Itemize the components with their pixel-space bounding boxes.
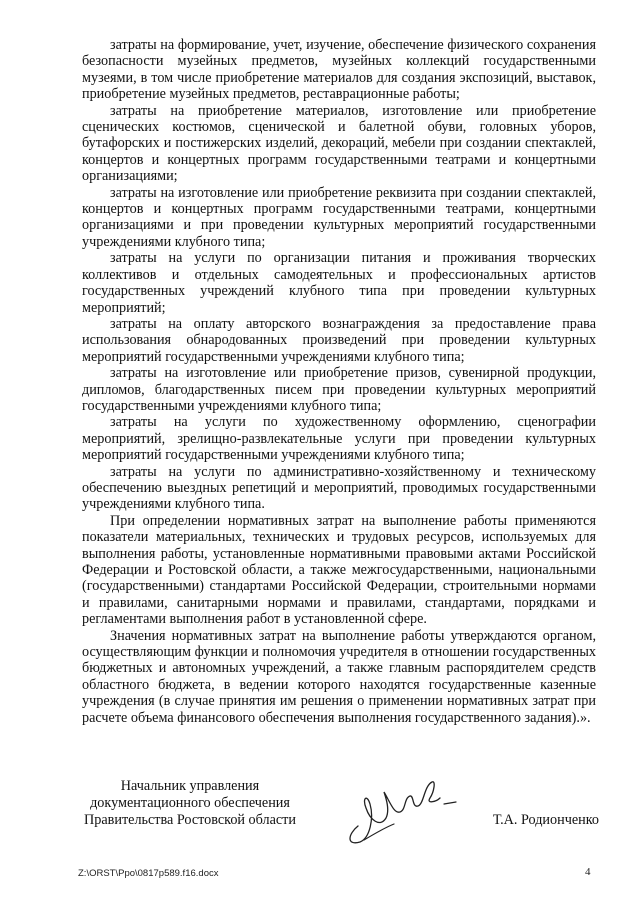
paragraph: затраты на приобретение материалов, изготовление или приобретение сценических костюмов, сценической и балетной обуви, головных уборов, бутафорских и постижерских изделий, декораций, мебели при создании спектаклей, концертов и концертных программ государственными театрами и концертными организациями; — [82, 102, 596, 185]
paragraph: затраты на формирование, учет, изучение, обеспечение физического сохранения безопасности музейных предметов, музейных коллекций государственными музеями, в том числе приобретение материалов для создания экспозиций, выставок, приобретение музейных предметов, реставрационные работы; — [82, 37, 596, 103]
paragraph: затраты на услуги по художественному оформлению, сценографии мероприятий, зрелищно-развлекательные услуги при проведении культурных мероприятий государственными учреждениями клубного типа; — [82, 414, 596, 464]
paragraph: затраты на изготовление или приобретение призов, сувенирной продукции, дипломов, благодарственных писем при проведении культурных мероприятий государственными учреждениями клубного типа; — [82, 365, 596, 414]
handwritten-signature — [340, 768, 460, 848]
signatory-title — [62, 778, 318, 829]
signatory-title-line: Правительства Ростовской области — [84, 812, 296, 828]
paragraph: При определении нормативных затрат на выполнение работы применяются показатели материальных, технических и трудовых ресурсов, используемых для выполнения работы, установленные нормативными правовыми актами Российской Федерации и Ростовской области, а также межгосударственными, национальными (государственными) стандартами Российской Федерации, строительными нормами и правилами, санитарными нормами и правилами, стандартами, порядками и регламентами выполнения работ в установленной сфере. — [82, 512, 596, 628]
paragraph: затраты на оплату авторского вознаграждения за предоставление права использования обнародованных произведений при проведении культурных мероприятий государственными учреждениями клубного типа; — [82, 315, 596, 365]
paragraph: Значения нормативных затрат на выполнение работы утверждаются органом, осуществляющим функции и полномочия учредителя в отношении государственных бюджетных и автономных учреждений, а также главным распорядителем средств областного бюджета, в ведении которого находятся государственные казенные учреждения (в случае принятия им решения о применении нормативных затрат при расчете объема финансового обеспечения выполнения государственного задания).». — [82, 627, 596, 726]
paragraph: затраты на изготовление или приобретение реквизита при создании спектаклей, концертов и концертных программ государственными театрами, концертными организациями и при проведении культурных мероприятий государственными учреждениями клубного типа; — [82, 184, 596, 250]
document-body — [82, 37, 596, 726]
signatory-name: Т.А. Родионченко — [492, 812, 599, 828]
page-number: 4 — [585, 866, 591, 878]
paragraph: затраты на услуги по административно-хозяйственному и техническому обеспечению выездных репетиций и мероприятий, проводимых государственными учреждениями клубного типа. — [82, 463, 596, 513]
footer-file-path: Z:\ORST\Ppo\0817p589.f16.docx — [78, 868, 219, 879]
paragraph: затраты на услуги по организации питания и проживания творческих коллективов и отдельных самодеятельных и профессиональных артистов государственных учреждений клубного типа при проведении культурных мероприятий; — [82, 250, 596, 316]
signatory-title-line: Начальник управления — [120, 778, 260, 794]
signatory-title-line: документационного обеспечения — [90, 795, 290, 811]
